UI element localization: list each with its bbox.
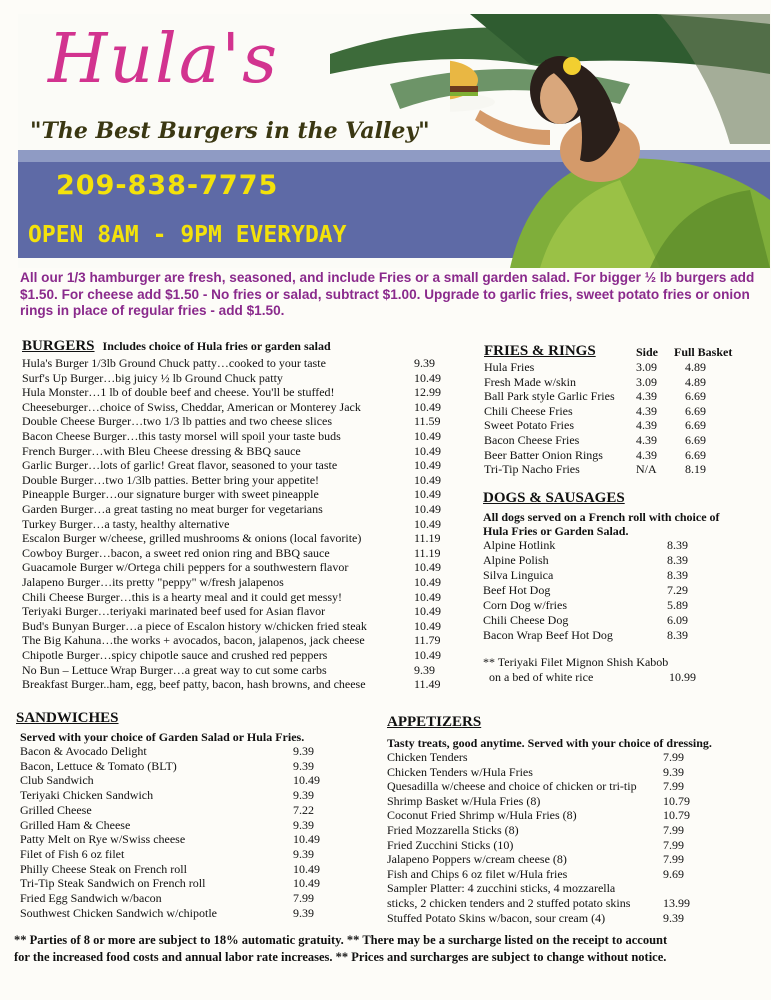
tagline: "The Best Burgers in the Valley"	[30, 118, 430, 144]
appetizer-item-price: 9.39	[663, 764, 684, 779]
appetizer-item-name: Jalapeno Poppers w/cream cheese (8)	[387, 852, 567, 867]
dog-item-price: 5.89	[667, 598, 688, 612]
fries-item-name: Beer Batter Onion Rings	[484, 447, 603, 462]
burger-item-price: 10.49	[414, 443, 441, 458]
sandwiches-section	[16, 710, 356, 925]
dog-item-price: 7.29	[667, 583, 688, 597]
dogs-subtitle-1: All dogs served on a French roll with choice of	[483, 510, 720, 524]
burger-list	[22, 356, 442, 696]
dog-item-name: Corn Dog w/fries	[483, 598, 567, 612]
burger-item-price: 10.49	[414, 502, 441, 516]
burger-item-price: 10.49	[414, 458, 441, 473]
fries-item-name: Sweet Potato Fries	[484, 418, 574, 433]
fries-item-full: 4.89	[685, 360, 706, 374]
appetizer-item-name: Shrimp Basket w/Hula Fries (8)	[387, 793, 541, 808]
burgers-heading	[22, 337, 331, 355]
sandwich-item-name: Philly Cheese Steak on French roll	[20, 861, 187, 876]
burger-item-price: 10.49	[414, 575, 441, 589]
dog-item-name: Beef Hot Dog	[483, 583, 551, 597]
dog-item-name: Chili Cheese Dog	[483, 613, 569, 627]
kabob-special: ** Teriyaki Filet Mignon Shish Kabob	[483, 655, 669, 669]
sandwich-item-name: Bacon & Avocado Delight	[20, 744, 147, 758]
dog-item-name: Silva Linguica	[483, 568, 554, 582]
appetizer-item-name: Chicken Tenders w/Hula Fries	[387, 764, 533, 779]
sandwich-item-price: 7.99	[293, 891, 314, 905]
fries-item-side: 4.39	[636, 447, 657, 462]
sandwich-item-price: 9.39	[293, 846, 314, 861]
burger-item-price: 11.79	[414, 633, 441, 648]
intro-text: All our 1/3 hamburger are fresh, seasoned, and include Fries or a small garden salad. For bigger ½ lb burgers add $1.50. For cheese add $1.50 - No fries or salad, subtract $1.00. Upgrade to garlic fries, sweet potato fries or onion rings in place of regular fries - add $1.50.	[20, 270, 755, 318]
fries-item-side: 4.39	[636, 433, 657, 447]
burger-item-price: 10.49	[414, 516, 441, 531]
burger-item-name: Double Burger…two 1/3lb patties. Better bring your appetite!	[22, 472, 320, 487]
burger-item-name: Turkey Burger…a tasty, healthy alternative	[22, 516, 230, 531]
sandwich-item-name: Patty Melt on Rye w/Swiss cheese	[20, 832, 186, 847]
burger-item-price: 11.59	[414, 414, 441, 429]
sandwich-item-price: 9.39	[293, 905, 314, 920]
fries-list	[484, 360, 771, 480]
appetizer-item-price: 7.99	[663, 823, 684, 837]
fries-section	[484, 343, 771, 483]
burger-item-price: 10.49	[414, 429, 441, 443]
appetizer-item-name: Fried Mozzarella Sticks (8)	[387, 823, 519, 837]
burger-item-name: Hula Monster…1 lb of double beef and cheese. You'll be stuffed!	[22, 385, 335, 400]
burger-item-price: 10.49	[414, 399, 441, 414]
fries-item-full: 6.69	[685, 447, 706, 462]
appetizer-item-name: Sampler Platter: 4 zucchini sticks, 4 mozzarella	[387, 881, 616, 896]
sandwich-item-price: 7.22	[293, 802, 314, 817]
dog-item-price: 8.39	[667, 568, 688, 582]
burger-item-name: No Bun – Lettuce Wrap Burger…a great way to cut some carbs	[22, 662, 327, 677]
burger-item-name: Breakfast Burger..ham, egg, beef patty, bacon, hash browns, and cheese	[22, 677, 366, 692]
fries-col-side: Side	[636, 345, 659, 359]
dogs-title: DOGS & SAUSAGES	[483, 490, 625, 506]
fries-item-name: Bacon Cheese Fries	[484, 433, 580, 447]
burger-item-name: Cowboy Burger…bacon, a sweet red onion ring and BBQ sauce	[22, 545, 330, 560]
fries-item-name: Chili Cheese Fries	[484, 403, 573, 418]
dog-item-price: 8.39	[667, 628, 688, 642]
sandwich-item-price: 10.49	[293, 773, 320, 788]
burger-item-name: French Burger…with Bleu Cheese dressing & BBQ sauce	[22, 443, 301, 458]
appetizer-item-price: 10.79	[663, 793, 690, 808]
kabob-special-price: 10.99	[669, 670, 696, 684]
appetizer-item-name: sticks, 2 chicken tenders and 2 stuffed potato skins	[387, 896, 631, 910]
sandwich-item-price: 10.49	[293, 832, 320, 847]
appetizer-item-price: 7.99	[663, 779, 684, 794]
appetizers-title: APPETIZERS	[387, 714, 482, 730]
burgers-subtitle: Includes choice of Hula fries or garden salad	[102, 339, 331, 353]
burger-item-name: Garlic Burger…lots of garlic! Great flavor, seasoned to your taste	[22, 458, 338, 473]
dogs-list	[483, 538, 703, 648]
burger-item-name: The Big Kahuna…the works + avocados, bacon, jalapenos, jack cheese	[22, 633, 365, 648]
appetizer-item-name: Coconut Fried Shrimp w/Hula Fries (8)	[387, 808, 577, 823]
sandwich-item-price: 10.49	[293, 861, 320, 876]
footer-line-1: ** Parties of 8 or more are subject to 18% automatic gratuity. ** There may be a surcharge listed on the receipt to account	[14, 933, 668, 947]
sandwich-item-price: 9.39	[293, 758, 314, 773]
fries-item-side: 3.09	[636, 360, 657, 374]
sandwich-item-name: Teriyaki Chicken Sandwich	[20, 788, 154, 803]
burger-item-name: Garden Burger…a great tasting no meat burger for vegetarians	[22, 502, 323, 516]
sandwich-item-name: Fried Egg Sandwich w/bacon	[20, 891, 162, 905]
phone-number[interactable]: 209-838-7775	[56, 170, 279, 201]
burger-item-price: 10.49	[414, 589, 441, 604]
burger-item-price: 12.99	[414, 385, 441, 400]
appetizer-item-price: 7.99	[663, 852, 684, 867]
sandwich-item-name: Bacon, Lettuce & Tomato (BLT)	[20, 758, 177, 773]
fries-item-name: Ball Park style Garlic Fries	[484, 389, 615, 404]
burgers-title: BURGERS	[22, 338, 95, 354]
logo-text: Hula's	[48, 20, 279, 99]
appetizers-section	[387, 714, 767, 929]
fries-col-full: Full Basket	[674, 345, 733, 359]
burger-item-price: 10.49	[414, 604, 441, 619]
opening-hours: OPEN 8AM - 9PM EVERYDAY	[28, 222, 347, 248]
fries-item-side: 4.39	[636, 389, 657, 404]
fries-item-full: 6.69	[685, 418, 706, 433]
sandwich-item-name: Club Sandwich	[20, 773, 94, 788]
burger-item-price: 10.49	[414, 487, 441, 502]
burger-item-price: 10.49	[414, 618, 441, 633]
burger-item-price: 10.49	[414, 472, 441, 487]
sandwich-item-name: Grilled Cheese	[20, 802, 92, 817]
dogs-section	[483, 490, 771, 690]
appetizer-item-name: Fried Zucchini Sticks (10)	[387, 837, 514, 852]
fries-item-name: Hula Fries	[484, 360, 535, 374]
appetizer-item-name: Stuffed Potato Skins w/bacon, sour cream (4)	[387, 910, 606, 925]
kabob-special-desc: on a bed of white rice	[489, 670, 594, 684]
burger-item-price: 10.49	[414, 370, 441, 385]
burger-item-name: Pineapple Burger…our signature burger with sweet pineapple	[22, 487, 319, 502]
sandwich-item-name: Grilled Ham & Cheese	[20, 817, 131, 832]
burger-item-price: 11.19	[414, 531, 441, 546]
dog-item-name: Bacon Wrap Beef Hot Dog	[483, 628, 613, 642]
fries-item-full: 6.69	[685, 433, 706, 447]
burger-item-name: Chipotle Burger…spicy chipotle sauce and crushed red peppers	[22, 648, 328, 662]
appetizer-item-name: Chicken Tenders	[387, 750, 468, 764]
dog-item-price: 8.39	[667, 538, 688, 552]
fries-title: FRIES & RINGS	[484, 343, 596, 359]
sandwich-list	[20, 744, 330, 924]
burger-item-name: Double Cheese Burger…two 1/3 lb patties and two cheese slices	[22, 414, 333, 429]
burger-item-name: Hula's Burger 1/3lb Ground Chuck patty…cooked to your taste	[22, 356, 326, 370]
dog-item-name: Alpine Polish	[483, 553, 549, 567]
sandwich-item-name: Filet of Fish 6 oz filet	[20, 846, 125, 861]
sandwich-item-name: Southwest Chicken Sandwich w/chipotle	[20, 905, 217, 920]
appetizer-item-price: 7.99	[663, 750, 684, 764]
appetizer-item-price: 10.79	[663, 808, 690, 823]
fries-item-full: 4.89	[685, 374, 706, 389]
fries-item-full: 6.69	[685, 389, 706, 404]
fries-item-name: Tri-Tip Nacho Fries	[484, 462, 580, 477]
burger-item-price: 9.39	[414, 662, 435, 677]
appetizers-subtitle: Tasty treats, good anytime. Served with your choice of dressing.	[387, 736, 712, 750]
dog-item-price: 6.09	[667, 613, 688, 627]
footer-notes	[14, 932, 764, 966]
burger-item-name: Cheeseburger…choice of Swiss, Cheddar, American or Monterey Jack	[22, 399, 361, 414]
appetizer-item-price: 13.99	[663, 896, 690, 910]
appetizer-item-price: 9.39	[663, 910, 684, 925]
hula-girl-illustration-icon	[450, 40, 770, 268]
burger-item-price: 10.49	[414, 648, 441, 662]
sandwich-item-price: 9.39	[293, 788, 314, 803]
burger-item-price: 9.39	[414, 356, 435, 370]
burger-item-price: 10.49	[414, 560, 441, 575]
dog-item-name: Alpine Hotlink	[483, 538, 556, 552]
burger-item-name: Surf's Up Burger…big juicy ½ lb Ground Chuck patty	[22, 370, 283, 385]
fries-item-name: Fresh Made w/skin	[484, 374, 576, 389]
dogs-subtitle-2: Hula Fries or Garden Salad.	[483, 524, 629, 538]
dog-item-price: 8.39	[667, 553, 688, 567]
fries-item-side: 4.39	[636, 418, 657, 433]
sandwich-item-price: 10.49	[293, 876, 320, 891]
sandwich-item-name: Tri-Tip Steak Sandwich on French roll	[20, 876, 206, 891]
sandwich-item-price: 9.39	[293, 817, 314, 832]
burger-item-name: Guacamole Burger w/Ortega chili peppers for a southwestern flavor	[22, 560, 349, 575]
sandwiches-title: SANDWICHES	[16, 710, 119, 726]
fries-item-side: N/A	[636, 462, 657, 477]
fries-item-side: 3.09	[636, 374, 657, 389]
burger-item-name: Teriyaki Burger…teriyaki marinated beef used for Asian flavor	[22, 604, 326, 619]
appetizer-item-name: Quesadilla w/cheese and choice of chicken or tri-tip	[387, 779, 637, 794]
fries-item-side: 4.39	[636, 403, 657, 418]
appetizer-item-price: 7.99	[663, 837, 684, 852]
burger-item-name: Jalapeno Burger…its pretty "peppy" w/fresh jalapenos	[22, 575, 284, 589]
burger-item-price: 11.49	[414, 677, 441, 692]
appetizer-item-price: 9.69	[663, 866, 684, 881]
burger-item-name: Chili Cheese Burger…this is a hearty meal and it could get messy!	[22, 589, 343, 604]
fries-item-full: 6.69	[685, 403, 706, 418]
burger-item-name: Bacon Cheese Burger…this tasty morsel will spoil your taste buds	[22, 429, 341, 443]
burger-item-name: Bud's Bunyan Burger…a piece of Escalon history w/chicken fried steak	[22, 618, 367, 633]
footer-line-2: for the increased food costs and annual labor rate increases. ** Prices and surcharges are subject to change without notice.	[14, 950, 667, 964]
sandwich-item-price: 9.39	[293, 744, 314, 758]
appetizer-list	[387, 750, 727, 930]
burger-item-price: 11.19	[414, 545, 441, 560]
burger-item-name: Escalon Burger w/cheese, grilled mushrooms & onions (local favorite)	[22, 531, 362, 546]
appetizer-item-name: Fish and Chips 6 oz filet w/Hula fries	[387, 866, 568, 881]
fries-item-full: 8.19	[685, 462, 706, 477]
sandwiches-subtitle: Served with your choice of Garden Salad or Hula Fries.	[20, 730, 305, 744]
